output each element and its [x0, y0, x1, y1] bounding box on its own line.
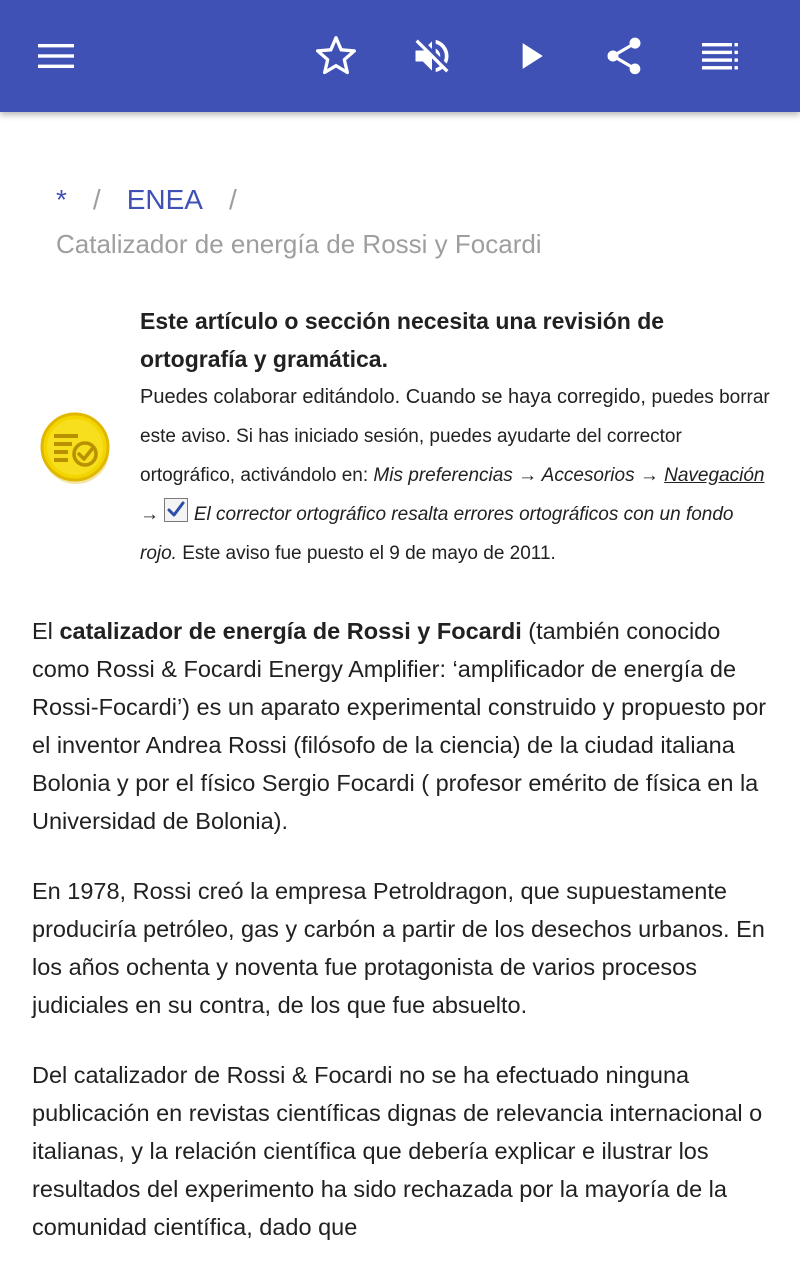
share-icon[interactable]: [596, 28, 652, 84]
menu-icon[interactable]: [28, 28, 84, 84]
notice-date: Este aviso fue puesto el 9 de mayo de 2011.: [176, 543, 556, 564]
navigation-link[interactable]: Navegación: [664, 465, 765, 486]
checkbox-icon: [164, 498, 188, 522]
notice-title: Este artículo o sección necesita una revisión de ortografía y gramática.: [140, 308, 665, 372]
breadcrumb: [56, 180, 542, 264]
notice-body-text: puedes borrar este aviso. Si has iniciado sesión, puedes ayudarte del corrector ortográfico, activándolo en:: [140, 387, 770, 486]
breadcrumb-current: Catalizador de energía de Rossi y Focardi: [56, 229, 542, 259]
star-icon[interactable]: [308, 28, 364, 84]
article-subject: catalizador de energía de Rossi y Focardi: [59, 618, 522, 644]
notice-body-text: Puedes colaborar editándolo. Cuando se haya corregido,: [140, 386, 652, 408]
preferences-path: Mis preferencias → Accesorios →: [373, 465, 665, 486]
paragraph-2: En 1978, Rossi creó la empresa Petroldragon, que supuestamente produciría petróleo, gas y carbón a partir de los desechos urbanos. En los años ochenta y noventa fue protagonista de varios procesos judiciales en su contra, de los que fue absuelto.: [32, 878, 765, 1018]
arrow-text: →: [140, 504, 165, 525]
app-bar: [0, 0, 800, 112]
paragraph-3: Del catalizador de Rossi & Focardi no se ha efectuado ninguna publicación en revistas científicas dignas de relevancia internacional o italianas, y la relación científica que debería explicar e ilustrar los resultados del experimento ha sido rechazada por la mayoría de la comunidad científica, dado que: [32, 1062, 763, 1240]
paragraph-text: (también conocido como Rossi & Focardi Energy Amplifier: ‘amplificador de energía de Rossi-Focardi’) es un aparato experimental construido y propuesto por el inventor Andrea Rossi (filósofo de la ciencia) de la ciudad italiana Bolonia y por el físico Sergio Focardi ( profesor emérito de física en la Universidad de Bolonia).: [32, 618, 767, 834]
breadcrumb-separator: /: [228, 184, 237, 215]
paragraph-text: El: [32, 618, 60, 644]
article-content: [0, 112, 800, 1280]
mute-icon[interactable]: [404, 28, 460, 84]
notice-body: [140, 378, 770, 573]
checkbox-description: El corrector ortográfico resalta errores ortográficos con un fondo rojo.: [140, 504, 734, 564]
notice-text: [140, 302, 770, 573]
paragraph-1: [32, 612, 772, 840]
playlist-icon[interactable]: [692, 28, 748, 84]
article-body: [32, 612, 772, 1278]
breadcrumb-root-link[interactable]: *: [56, 184, 67, 215]
spellcheck-badge-icon: [40, 412, 112, 484]
play-icon[interactable]: [502, 28, 558, 84]
breadcrumb-parent-link[interactable]: ENEA: [126, 184, 203, 215]
breadcrumb-separator: /: [92, 184, 101, 215]
